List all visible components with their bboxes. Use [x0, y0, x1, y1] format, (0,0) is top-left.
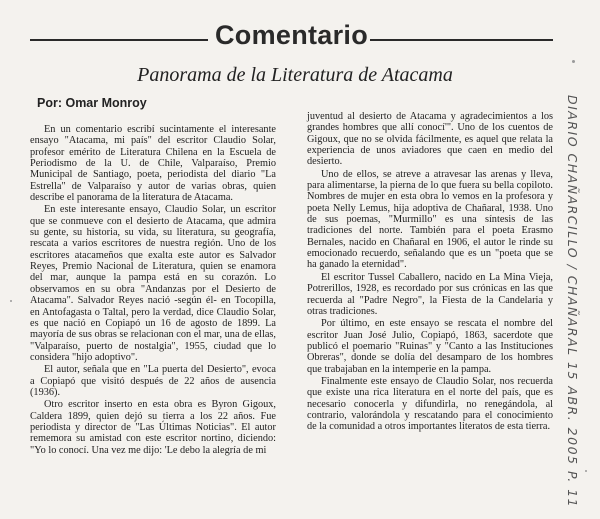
paragraph: En un comentario escribí sucintamente el interesante ensayo "Atacama, mi país" del escritor Claudio Solar, profesor emérito de Literatura Chilena en la Escuela de Periodismo de la U. de Chile, Valparaíso, Premio Municipal de Santiago, poeta, periodista del diario "La Estrella" de Valparaíso y autor de varias obras, quien describe el panorama de la literatura de Atacama.: [30, 124, 276, 204]
paragraph: El escritor Tussel Caballero, nacido en La Mina Vieja, Potrerillos, 1928, es recordado por sus crónicas en las que recuerda al "Padre Negro", la Fiesta de la Candelaria y otras tradiciones.: [307, 271, 553, 317]
article-column-left: [30, 124, 276, 457]
paragraph: Por último, en este ensayo se rescata el nombre del escritor Juan José Julio, Copiapó, 1863, sacerdote que publicó el poemario "Ruinas" y "Canto a las Instituciones Obreras", donde se dolía del desamparo de los hombres que trabajaban en la intemperie en la pampa.: [307, 318, 553, 375]
article-headline: Panorama de la Literatura de Atacama: [137, 64, 453, 86]
paragraph: juventud al desierto de Atacama y agradecimientos a los grandes hombres que allí conocí'". Uno de los cuentos de Gigoux, que no se olvida fácilmente, es aquel que relata la experiencia de unos aviadores que caen en medio del desierto.: [307, 111, 553, 168]
paragraph: Uno de ellos, se atreve a atravesar las arenas y lleva, para alimentarse, la pierna de lo que fuera su bella copiloto. Nombres de mujer en esta obra lo vemos en la profesora y poeta Nelly Lemus, hija adoptiva de Chañaral, 1938. Uno de sus poemas, "Murmillo" es una síntesis de las tradiciones del norte. También para el poeta Erasmo Bernales, nacido en Chañaral en 1906, el autor le rinde su emocionado recuerdo, señalando que es un "poeta que se ha ganado la eternidad".: [307, 168, 553, 271]
handwritten-margin-note: DIARIO CHAÑARCILLO / CHAÑARAL 15 ABR. 2005 P. 11: [565, 95, 580, 509]
paragraph: Otro escritor inserto en esta obra es Byron Gigoux, Caldera 1899, quien dejó su tierra a los 22 años. Fue periodista y director de "Las Últimas Noticias". El autor rememora su amistad con este escritor nortino, diciendo: "Yo lo conocí. Una vez me dijo: 'Le debo la alegría de mi: [30, 399, 276, 456]
paper-speck: [10, 300, 12, 302]
title-rule-left: [30, 39, 208, 41]
title-rule-right: [370, 39, 553, 41]
paragraph: El autor, señala que en "La puerta del Desierto", evoca a Copiapó que visitó después de 22 años de ausencia (1936).: [30, 364, 276, 398]
paragraph: En este interesante ensayo, Claudio Solar, un escritor que se conmueve con el desierto de Atacama, que admira su gente, su historia, su vida, su literatura, su geografía, rescata a varios escritores de nuestra región. Uno de los escritores atacameños que exalta este autor es Salvador Reyes, Premio Nacional de Literatura, quien se enamora del mar, aunque la pampa está en su corazón. Lo observamos en su obra "Andanzas por el Desierto de Atacama". Salvador Reyes nació -según él- en Tocopilla, en Antofagasta o Taltal, pero la verdad, dice Claudio Solar, es que nació en Copiapó un 16 de agosto de 1899. La mayoría de sus obras se relacionan con el mar, una de ellas, "Valparaíso, puerto de nostalgia", 1955, ciudad que lo considera "hijo adoptivo".: [30, 204, 276, 363]
paper-speck: [572, 60, 575, 63]
paper-speck: [585, 470, 587, 472]
paragraph: Finalmente este ensayo de Claudio Solar, nos recuerda que existe una rica literatura en el norte del país, que es necesario conocerla y difundirla, no renegándola, al contrario, valorándola y rescatando para el conocimiento de la comunidad a otros importantes literatos de esta tierra.: [307, 375, 553, 433]
section-title: Comentario: [215, 20, 369, 50]
article-column-right: [307, 111, 553, 434]
article-byline: Por: Omar Monroy: [37, 96, 147, 110]
